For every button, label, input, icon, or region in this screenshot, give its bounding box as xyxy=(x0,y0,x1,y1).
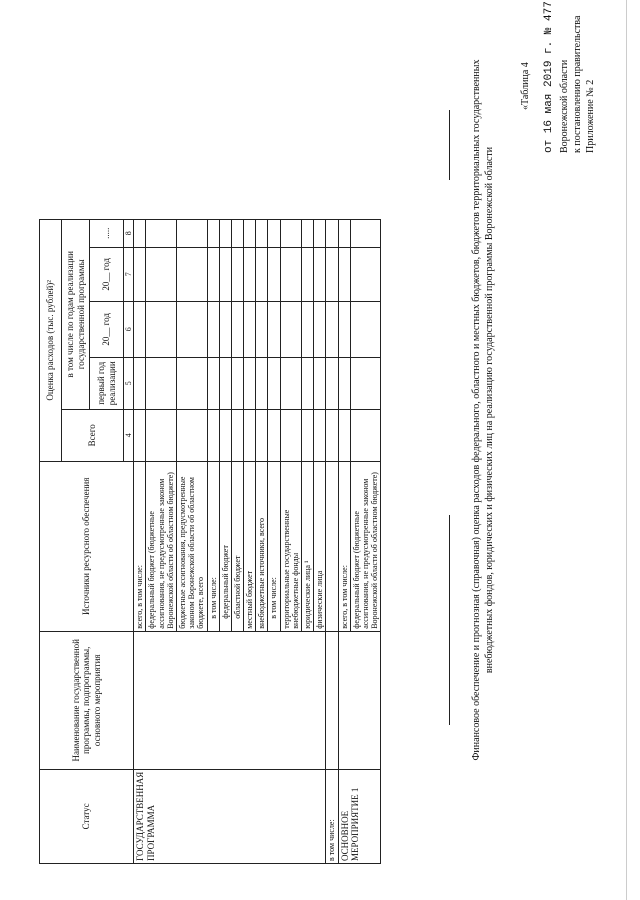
col-number-5: 5 xyxy=(124,357,134,409)
source-cell: областной бюджет xyxy=(231,461,243,631)
appendix-resolution-line: к постановлению правительства xyxy=(572,15,583,153)
title-line-2: внебюджетных фондов, юридических и физических лиц на реализацию государственной программы Воронежской области xyxy=(484,146,495,674)
title-underline-right xyxy=(449,110,450,180)
order-date-number: от 16 мая 2019 г. № 477 xyxy=(543,1,555,153)
document-title xyxy=(470,30,496,790)
event-name-cell xyxy=(338,631,381,769)
appendix-region-line: Воронежской области xyxy=(559,59,570,153)
page-bottom-edge xyxy=(626,0,627,900)
event-status-cell: ОСНОВНОЕ МЕРОПРИЯТИЕ 1 xyxy=(338,769,381,863)
source-cell: внебюджетные источники, всего xyxy=(256,461,268,631)
source-cell: юридические лица ¹ xyxy=(302,461,314,631)
source-cell: местный бюджет xyxy=(244,461,256,631)
program-status-cell: ГОСУДАРСТВЕННАЯ ПРОГРАММА xyxy=(134,769,326,863)
col-number-6: 6 xyxy=(124,301,134,357)
col-header-dots: ..... xyxy=(90,219,124,247)
including-label-cell: в том числе: xyxy=(326,769,338,863)
col-header-year-b: 20__ год xyxy=(90,247,124,301)
source-cell: территориальные государственные внебюджетные фонды xyxy=(280,461,301,631)
col-number-7: 7 xyxy=(124,247,134,301)
table-row xyxy=(338,219,350,863)
table-row xyxy=(134,219,146,863)
source-cell: федеральный бюджет (бюджетные ассигнования, не предусмотренные законом Воронежской области об областном бюджете) xyxy=(350,461,381,631)
header-row-1 xyxy=(40,219,62,863)
table-row xyxy=(326,219,338,863)
source-cell: в том числе: xyxy=(268,461,280,631)
col-header-total: Всего xyxy=(62,409,124,461)
table-number-label: «Таблица 4 xyxy=(520,62,531,110)
col-header-sources: Источники ресурсного обеспечения xyxy=(40,461,134,631)
col-header-estimate: Оценка расходов (тыс. рублей)² xyxy=(40,219,62,461)
col-number-4: 4 xyxy=(124,409,134,461)
col-number-8: 8 xyxy=(124,219,134,247)
source-cell: всего, в том числе: xyxy=(134,461,146,631)
source-cell: всего, в том числе: xyxy=(338,461,350,631)
program-name-cell xyxy=(134,631,326,769)
col-header-name: Наименование государственной программы, подпрограммы, основного мероприятия xyxy=(40,631,134,769)
source-cell: физические лица xyxy=(314,461,326,631)
funding-table xyxy=(39,219,381,864)
col-header-year-a: 20__ год xyxy=(90,301,124,357)
source-cell: федеральный бюджет (бюджетные ассигнования, не предусмотренные законом Воронежской области об областном бюджете) xyxy=(146,461,177,631)
col-header-first-year: первый год реализации xyxy=(90,357,124,409)
title-underline-left xyxy=(449,515,450,725)
col-header-by-year: в том числе по годам реализации государственной программы xyxy=(62,219,90,409)
title-line-1: Финансовое обеспечение и прогнозная (справочная) оценка расходов федерального, областного и местных бюджетов, бюджетов территориальных государственных xyxy=(471,59,482,761)
source-cell: бюджетные ассигнования, предусмотренные законом Воронежской области об областном бюджете, всего xyxy=(176,461,207,631)
source-cell: федеральный бюджет xyxy=(219,461,231,631)
source-cell: в том числе: xyxy=(207,461,219,631)
appendix-title: Приложение № 2 xyxy=(585,79,596,153)
col-header-status: Статус xyxy=(40,769,134,863)
